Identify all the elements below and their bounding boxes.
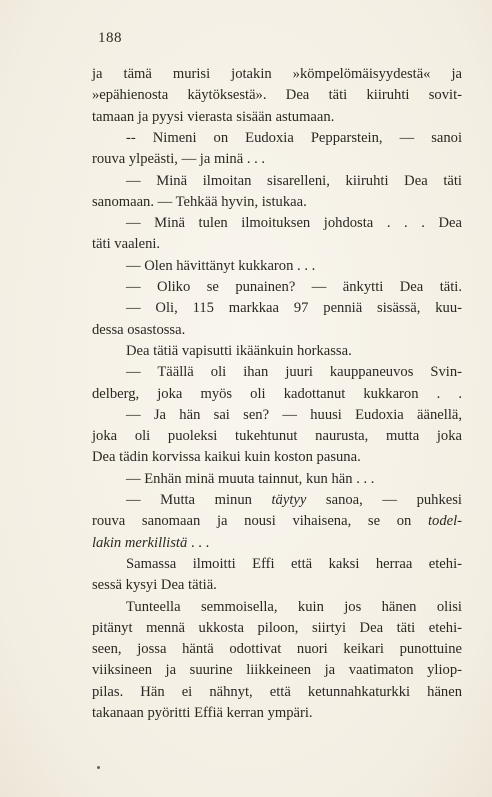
text-line: takanaan pyöritti Effiä kerran ympäri. (92, 705, 313, 721)
text-line: rouva sanomaan ja nousi vihaisena, se on todel- (92, 513, 463, 530)
text-line: Tunteella semmoisella, kuin jos hänen olisi (126, 598, 462, 615)
text-line: Samassa ilmoitti Effi että kaksi herraa etehi- (126, 555, 462, 572)
text-line: pitänyt mennä ukkosta piloon, siirtyi Dea täti etehi- (92, 619, 462, 636)
text-line: — Mutta minun täytyy sanoa, — puhkesi (126, 492, 462, 508)
text-line: Dea tädin korvissa kaikui kuin koston pasuna. (92, 449, 361, 466)
text-line: rouva ylpeästi, — ja minä . . . (92, 151, 266, 168)
text-line: dessa osastossa. (92, 321, 186, 338)
text-line: »epähienosta käytöksestä». Dea täti kiiruhti sovit- (92, 87, 462, 104)
text-line: pilas. Hän ei nähnyt, että ketunnahkaturkki hänen (92, 683, 462, 700)
page-number: 188 (98, 30, 122, 46)
text-line: sessä kysyi Dea tätiä. (92, 577, 217, 594)
text-line: — Minä ilmoitan sisarelleni, kiiruhti Dea täti (126, 172, 462, 189)
ink-speck (97, 766, 100, 769)
text-line: täti vaaleni. (92, 236, 161, 253)
text-line: Dea tätiä vapisutti ikäänkuin horkassa. (126, 342, 352, 359)
text-line: — Olen hävittänyt kukkaron . . . (126, 257, 316, 274)
text-line: ja tämä murisi jotakin »kömpelömäisyydestä« ja (92, 66, 462, 82)
text-line: — Ja hän sai sen? — huusi Eudoxia äänellä, (126, 406, 462, 423)
text-line: lakin merkillistä . . . (92, 534, 210, 551)
text-line: — Oli, 115 markkaa 97 penniä sisässä, kuu- (126, 300, 462, 317)
text-line: viiksineen ja suurine liikkeineen ja vaatimaton yliop- (92, 662, 462, 679)
text-line: — Oliko se punainen? — änkytti Dea täti. (126, 279, 462, 295)
text-line: delberg, joka myös oli kadottanut kukkaron . . (92, 385, 462, 402)
text-line: tamaan ja pyysi vierasta sisään astumaan. (92, 108, 335, 125)
text-line: — Täällä oli ihan juuri kauppaneuvos Svin- (126, 364, 462, 381)
text-line: seen, jossa häntä odottivat nuori keikari punottuine (92, 641, 462, 658)
text-line: joka oli puoleksi tukehtunut naurusta, mutta joka (92, 428, 462, 445)
text-line: — Enhän minä muuta tainnut, kun hän . . . (126, 470, 375, 487)
text-line: -- Nimeni on Eudoxia Pepparstein, — sanoi (126, 129, 462, 146)
text-line: sanomaan. — Tehkää hyvin, istukaa. (92, 193, 307, 210)
text-line: — Minä tulen ilmoituksen johdosta . . . Dea (126, 215, 462, 232)
